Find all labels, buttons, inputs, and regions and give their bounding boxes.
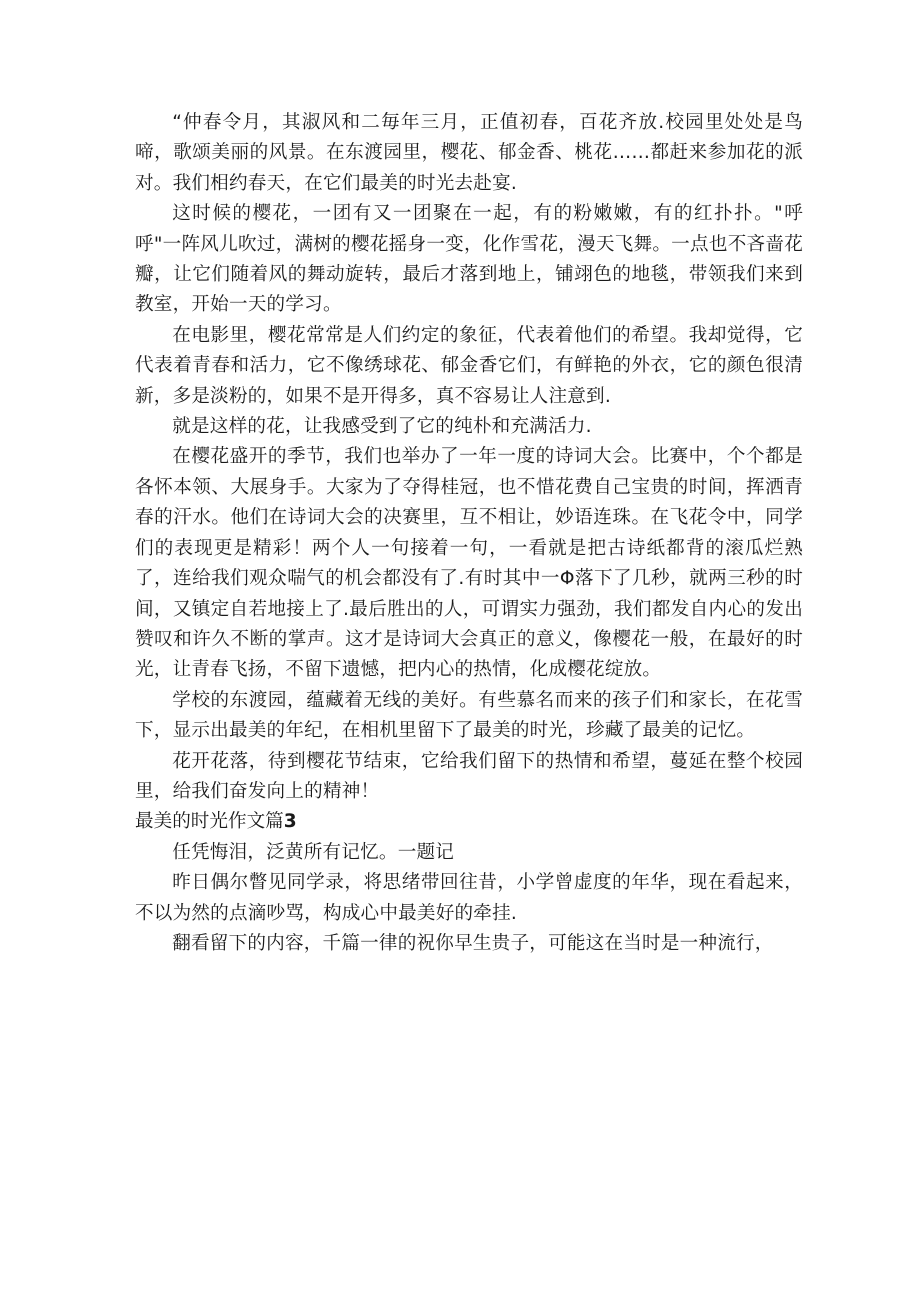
body-paragraph: 在电影里，樱花常常是人们约定的象征，代表着他们的希望。我却觉得，它代表着青春和活力，它不像绣球花、郁金香它们，有鲜艳的外衣，它的颜色很清新，多是淡粉的，如果不是开得多，真不容易让人注意到. — [135, 324, 803, 407]
document-page — [135, 108, 803, 959]
body-paragraph: 学校的东渡园，蕴藏着无线的美好。有些慕名而来的孩子们和家长，在花雪下，显示出最美的年纪，在相机里留下了最美的时光，珍藏了最美的记忆。 — [135, 689, 803, 742]
section-heading-text: 最美的时光作文篇 — [135, 811, 284, 833]
section-heading — [135, 807, 803, 837]
body-paragraph: 任凭悔泪，泛黄所有记忆。一题记 — [172, 841, 455, 863]
body-paragraph: 这时候的樱花，一团有又一团聚在一起，有的粉嫩嫩，有的红扑扑。"呼呼"一阵风儿吹过，满树的樱花摇身一变，化作雪花，漫天飞舞。一点也不吝啬花瓣，让它们随着风的舞动旋转，最后才落到地上，铺翊色的地毯，带领我们来到教室，开始一天的学习。 — [135, 203, 803, 316]
body-paragraph: 花开花落，待到樱花节结束，它给我们留下的热情和希望，蔓延在整个校园里，给我们奋发向上的精神！ — [135, 750, 803, 802]
body-paragraph: “仲春令月，其淑风和二毎年三月，正值初春，百花齐放.校园里处处是鸟啼，歌颂美丽的风景。在东渡园里，樱花、郁金香、桃花……都赶来参加花的派对。我们相约春天，在它们最美的时光去赴宴. — [135, 112, 803, 194]
body-paragraph: 在樱花盛开的季节，我们也举办了一年一度的诗词大会。比赛中，个个都是各怀本领、大展身手。大家为了夺得桂冠，也不惜花费自己宝贵的时间，挥洒青春的汗水。他们在诗词大会的决赛里，互不相让，妙语连珠。在飞花令中，同学们的表现更是精彩！两个人一句接着一句，一看就是把古诗纸都背的滚瓜烂熟了，连给我们观众喘气的机会都没有了.有时其中一Φ落下了几秒，就两三秒的时间，又镇定自若地接上了.最后胜出的人，可谓实力强劲，我们都发自内心的发出赞叹和许久不断的掌声。这才是诗词大会真正的意义，像樱花一般，在最好的时光，让青春飞扬，不留下遗憾，把内心的热情，化成樱花绽放。 — [135, 446, 803, 681]
section-heading-number: 3 — [283, 811, 297, 833]
body-paragraph: 昨日偶尔瞥见同学录，将思绪带回往昔，小学曾虚度的年华，现在看起来，不以为然的点滴吵骂，构成心中最美好的牵挂. — [135, 872, 803, 924]
body-paragraph: 就是这样的花，让我感受到了它的纯朴和充满活力. — [172, 416, 592, 438]
body-paragraph: 翻看留下的内容，千篇一律的祝你早生贵子，可能这在当时是一种流行， — [172, 932, 774, 954]
